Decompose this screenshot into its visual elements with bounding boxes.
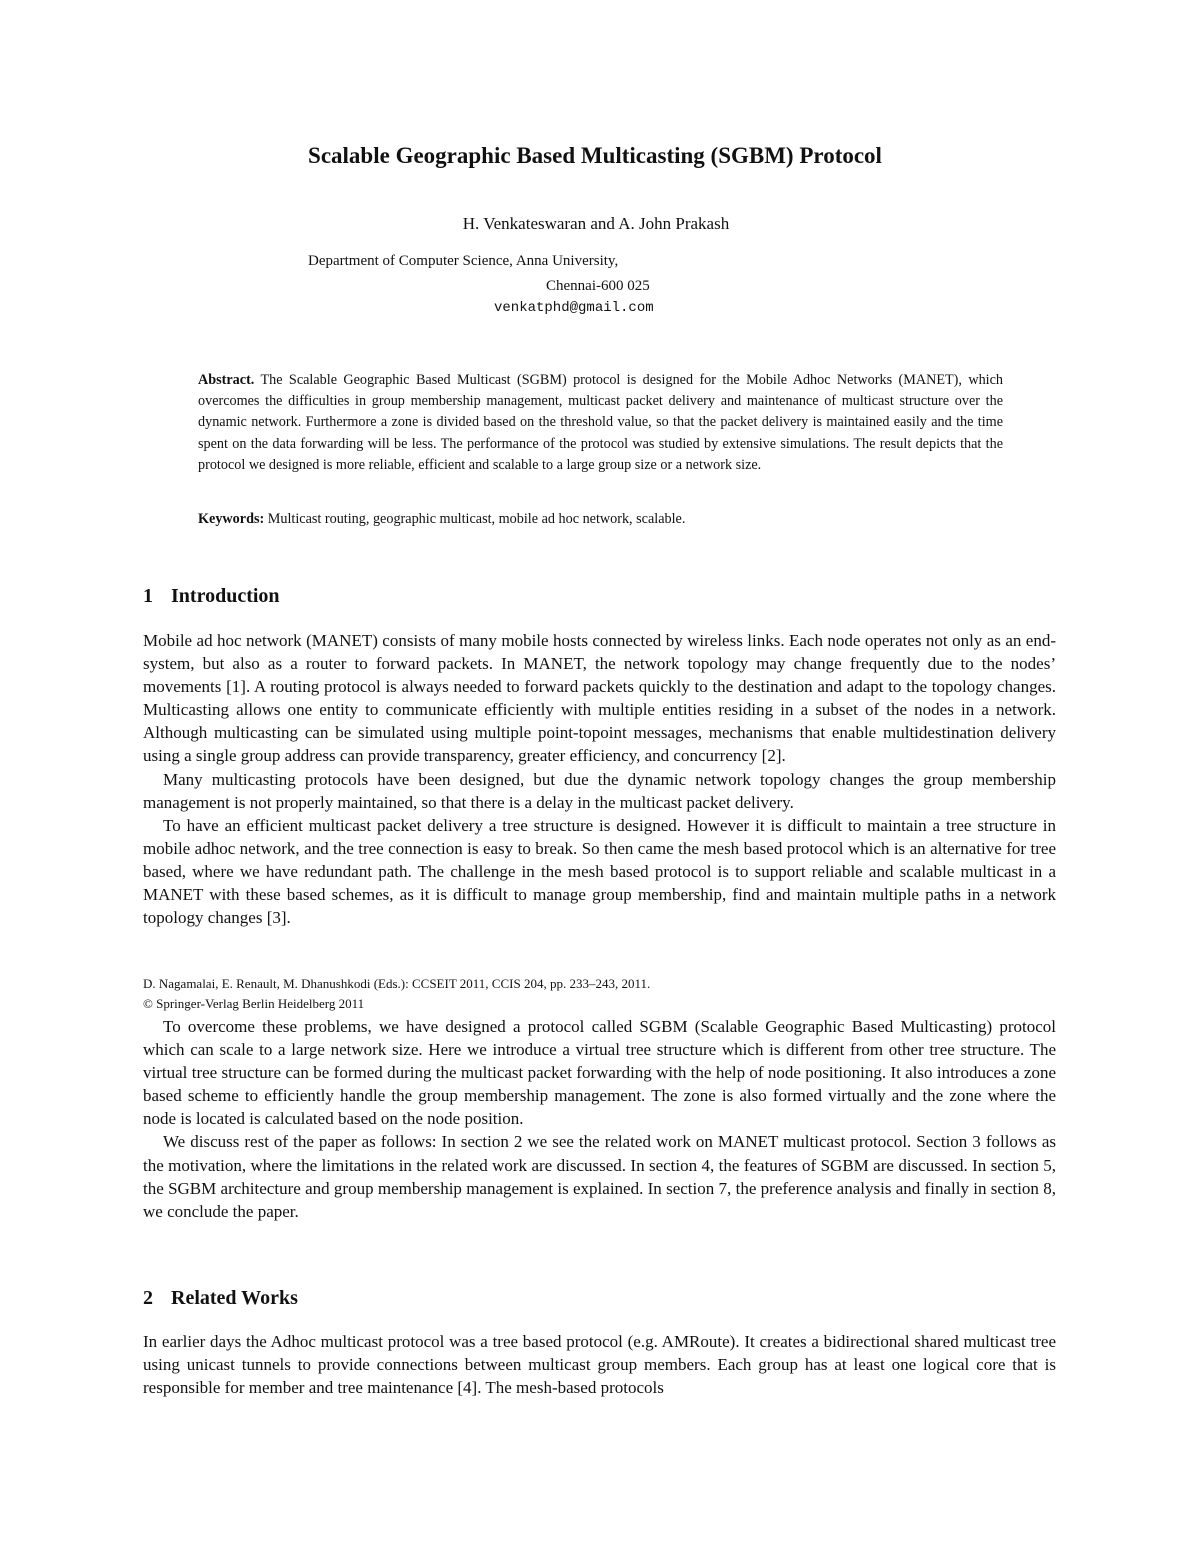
related-works-body [143, 1330, 1056, 1399]
section-title: Introduction [171, 585, 280, 607]
abstract-text: The Scalable Geographic Based Multicast (SGBM) protocol is designed for the Mobile Adhoc Networks (MANET), which overcomes the difficulties in group membership management, multicast packet delivery and maintenance of multicast structure over the dynamic network. Furthermore a zone is divided based on the threshold value, so that the packet delivery is maintained easily and the time spent on the data forwarding will be less. The performance of the protocol was studied by extensive simulations. The result depicts that the protocol we designed is more reliable, efficient and scalable to a large group size or a network size. [198, 372, 1003, 473]
keywords-label: Keywords: [198, 511, 265, 527]
keywords-text: Multicast routing, geographic multicast, mobile ad hoc network, scalable. [264, 511, 686, 527]
paragraph: Many multicasting protocols have been designed, but due the dynamic network topology changes the group membership management is not properly maintained, so that there is a delay in the multicast packet delivery. [143, 769, 1056, 812]
section-heading-related-works [143, 1287, 298, 1310]
section-heading-introduction [143, 585, 280, 608]
introduction-body-continued [143, 1015, 1056, 1223]
paragraph: We discuss rest of the paper as follows: In section 2 we see the related work on MANET multicast protocol. Section 3 follows as the motivation, where the limitations in the related work are discussed. In section 4, the features of SGBM are discussed. In section 5, the SGBM architecture and group membership management is explained. In section 7, the preference analysis and finally in section 8, we conclude the paper. [143, 1132, 1056, 1221]
paper-authors: H. Venkateswaran and A. John Prakash [462, 214, 730, 233]
paragraph: In earlier days the Adhoc multicast protocol was a tree based protocol (e.g. AMRoute). It creates a bidirectional shared multicast tree using unicast tunnels to provide connections between multicast group members. Each group has at least one logical core that is responsible for member and tree maintenance [4]. The mesh-based protocols [143, 1332, 1056, 1398]
footnote [143, 974, 1056, 1013]
section-number: 1 [143, 585, 153, 607]
section-number: 2 [143, 1287, 153, 1309]
paragraph: To overcome these problems, we have designed a protocol called SGBM (Scalable Geographic Based Multicasting) protocol which can scale to a large network size. Here we introduce a virtual tree structure which is different from other tree structure. The virtual tree structure can be formed during the multicast packet forwarding with the help of node positioning. It also introduces a zone based scheme to efficiently handle the group membership management. The zone is also formed virtually and the zone where the node is located is calculated based on the node position. [143, 1017, 1056, 1129]
paper-title: Scalable Geographic Based Multicasting (SGBM) Protocol [308, 143, 882, 168]
author-city: Chennai-600 025 [546, 278, 650, 294]
abstract-label: Abstract. [198, 372, 255, 388]
footnote-citation: D. Nagamalai, E. Renault, M. Dhanushkodi (Eds.): CCSEIT 2011, CCIS 204, pp. 233–243, 2011. [143, 976, 651, 991]
introduction-body [143, 629, 1056, 929]
author-email: venkatphd@gmail.com [494, 300, 654, 316]
abstract [198, 370, 1003, 476]
paragraph: Mobile ad hoc network (MANET) consists of many mobile hosts connected by wireless links. Each node operates not only as an end-system, but also as a router to forward packets. In MANET, the network topology may change frequently due to the nodes’ movements [1]. A routing protocol is always needed to forward packets quickly to the destination and adapt to the topology changes. Multicasting allows one entity to communicate efficiently with multiple entities residing in a subset of the nodes in a network. Although multicasting can be simulated using multiple point-topoint messages, mechanisms that enable multidestination delivery using a single group address can provide transparency, greater efficiency, and concurrency [2]. [143, 631, 1056, 766]
paragraph: To have an efficient multicast packet delivery a tree structure is designed. However it is difficult to maintain a tree structure in mobile adhoc network, and the tree connection is easy to break. So then came the mesh based protocol which is an alternative for tree based, where we have redundant path. The challenge in the mesh based protocol is to support reliable and scalable multicast in a MANET with these based schemes, as it is difficult to manage group membership, find and maintain multiple paths in a network topology changes [3]. [143, 815, 1056, 928]
keywords [198, 509, 1003, 530]
author-affiliation: Department of Computer Science, Anna University, [308, 253, 619, 269]
footnote-copyright: © Springer-Verlag Berlin Heidelberg 2011 [143, 995, 365, 1011]
section-title: Related Works [171, 1287, 298, 1309]
